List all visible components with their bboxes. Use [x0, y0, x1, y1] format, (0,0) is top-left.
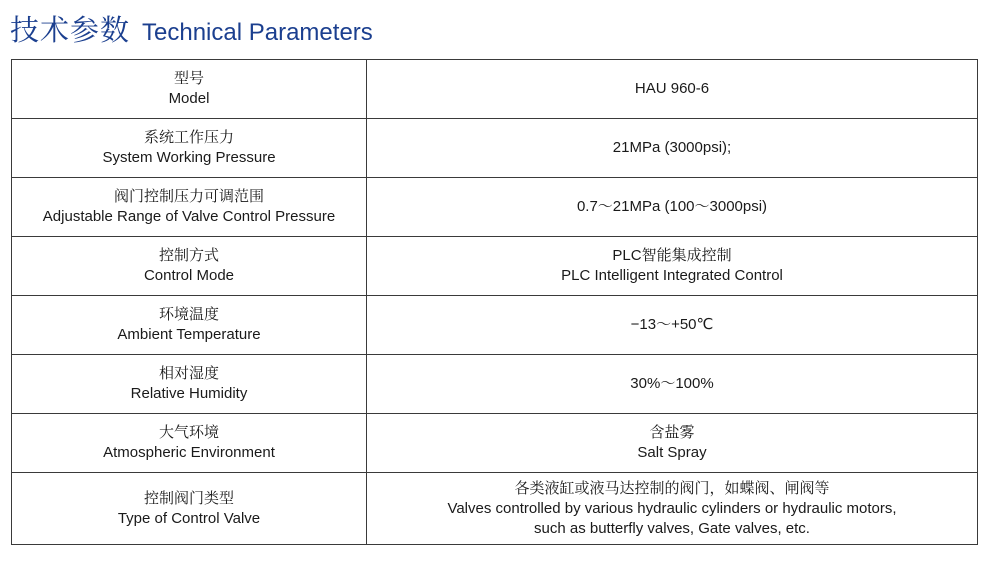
- value-text-chinese: PLC智能集成控制: [612, 247, 732, 264]
- parameter-label-cell: [12, 60, 367, 119]
- parameter-label-cell: [12, 296, 367, 355]
- label-english: Ambient Temperature: [117, 326, 261, 343]
- table-row-control-pressure-range: [12, 178, 978, 237]
- table-row-relative-humidity: [12, 355, 978, 414]
- label-english: Adjustable Range of Valve Control Pressure: [42, 208, 336, 225]
- value-text-english-line-2: such as butterfly valves, Gate valves, etc.: [534, 519, 810, 537]
- value-text-chinese: 各类液缸或液马达控制的阀门，如蝶阀、闸阀等: [514, 479, 830, 497]
- value-text: 21MPa (3000psi);: [612, 139, 732, 156]
- parameter-label-cell: [12, 355, 367, 414]
- value-text-chinese: 含盐雾: [649, 424, 695, 441]
- label-english: Atmospheric Environment: [103, 444, 275, 461]
- table-row-control-valve-type: [12, 473, 978, 545]
- value-text-english-line-1: Valves controlled by various hydraulic cylinders or hydraulic motors,: [447, 499, 897, 517]
- parameter-value-cell: [367, 119, 978, 178]
- label-chinese: 阀门控制压力可调范围: [113, 188, 264, 205]
- table-row-working-pressure: [12, 119, 978, 178]
- parameter-value-cell: [367, 60, 978, 119]
- value-text: HAU 960-6: [634, 80, 710, 97]
- page-title-english: Technical Parameters: [142, 19, 373, 46]
- value-text: 30%～100%: [630, 375, 714, 392]
- page-title: [10, 8, 373, 48]
- label-chinese: 控制方式: [158, 247, 219, 264]
- value-text: −13～+50℃: [630, 316, 714, 333]
- parameter-label-cell: [12, 178, 367, 237]
- value-text-english: PLC Intelligent Integrated Control: [561, 267, 783, 284]
- label-chinese: 大气环境: [158, 424, 219, 441]
- label-english: Model: [168, 90, 210, 107]
- parameter-label-cell: [12, 473, 367, 545]
- table-row-atmospheric-environment: [12, 414, 978, 473]
- label-chinese: 相对湿度: [158, 365, 219, 382]
- parameter-value-cell: [367, 237, 978, 296]
- label-english: Relative Humidity: [130, 385, 248, 402]
- table-row-ambient-temperature: [12, 296, 978, 355]
- parameter-value-cell: [367, 296, 978, 355]
- parameter-label-cell: [12, 119, 367, 178]
- parameter-value-cell: [367, 355, 978, 414]
- parameter-value-cell: [367, 178, 978, 237]
- label-chinese: 环境温度: [158, 306, 219, 323]
- label-english: Type of Control Valve: [117, 509, 261, 527]
- page-title-chinese: 技术参数: [10, 15, 131, 47]
- label-english: System Working Pressure: [102, 149, 276, 166]
- value-text-english: Salt Spray: [637, 444, 707, 461]
- label-chinese: 控制阀门类型: [143, 489, 234, 507]
- parameter-value-cell: [367, 473, 978, 545]
- parameter-label-cell: [12, 414, 367, 473]
- parameter-value-cell: [367, 414, 978, 473]
- label-chinese: 型号: [173, 70, 204, 87]
- table-row-model: [12, 60, 978, 119]
- label-chinese: 系统工作压力: [143, 129, 234, 146]
- table-row-control-mode: [12, 237, 978, 296]
- parameter-label-cell: [12, 237, 367, 296]
- parameters-table: [11, 59, 978, 545]
- value-text: 0.7～21MPa (100～3000psi): [576, 198, 768, 215]
- label-english: Control Mode: [143, 267, 235, 284]
